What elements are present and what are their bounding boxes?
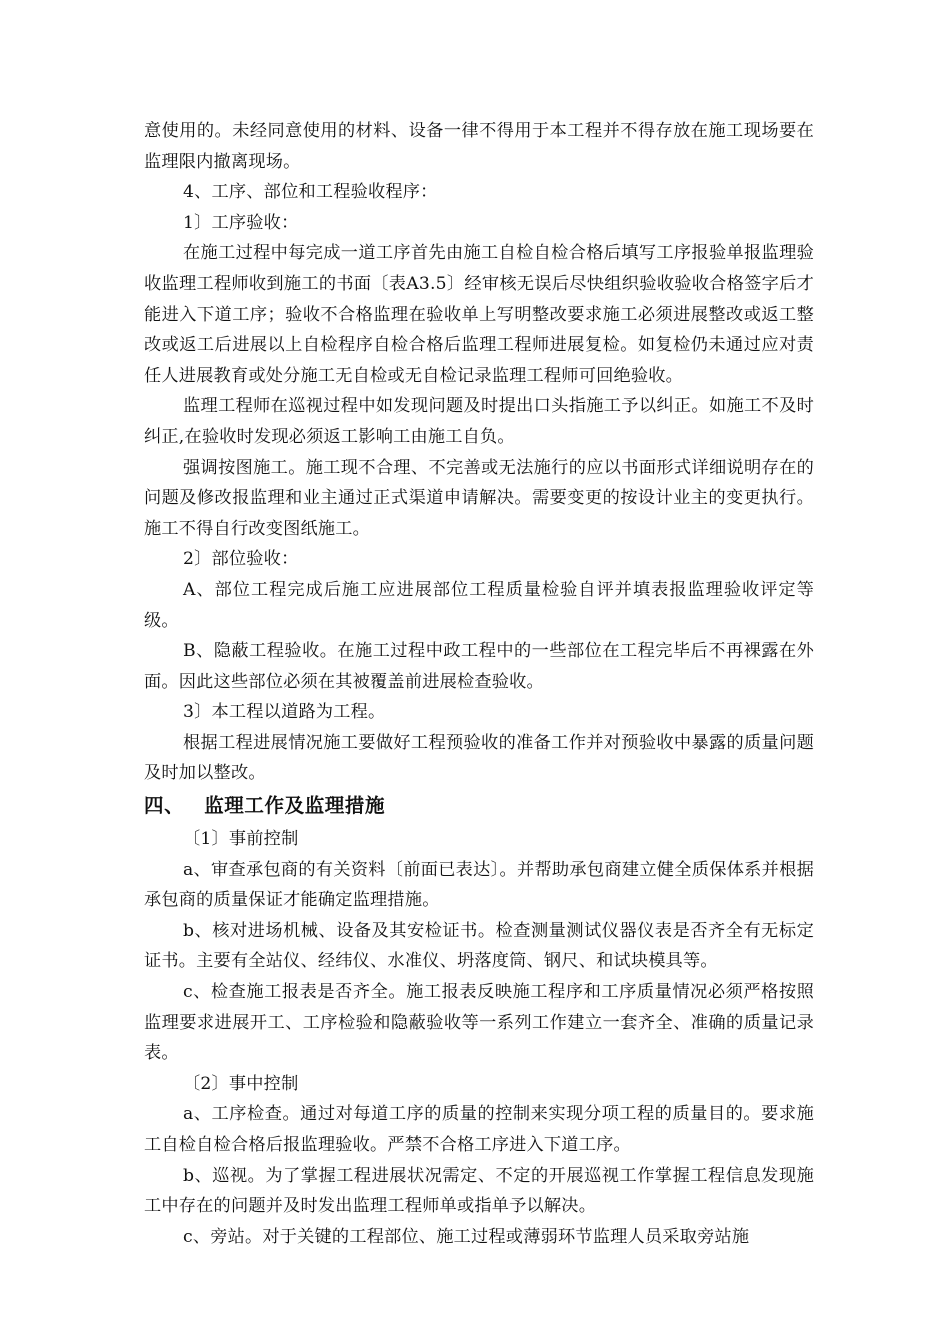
paragraph: 〔2〕事中控制 [183, 1073, 299, 1094]
supervision-measures-section [144, 824, 814, 1252]
paragraph: c、检查施工报表是否齐全。施工报表反映施工程序和工序质量情况必须严格按照监理要求进展开工、工序检验和隐蔽验收等一系列工作建立一套齐全、准确的质量记录表。 [144, 982, 814, 1064]
paragraph: a、工序检查。通过对每道工序的质量的控制来实现分项工程的质量目的。要求施工自检自检合格后报监理验收。严禁不合格工序进入下道工序。 [144, 1104, 814, 1155]
section-heading [144, 791, 814, 821]
section-title: 监理工作及监理措施 [204, 794, 386, 818]
paragraph: 〔1〕事前控制 [183, 829, 299, 850]
paragraph: b、核对进场机械、设备及其安检证书。检查测量测试仪器仪表是否齐全有无标定证书。主要有全站仪、经纬仪、水准仪、坍落度筒、钢尺、和试块模具等。 [144, 920, 814, 972]
paragraph: 在施工过程中每完成一道工序首先由施工自检自检合格后填写工序报验单报监理验收监理工程师收到施工的书面〔表A3.5〕经审核无误后尽快组织验收验收合格签字后才能进入下道工序；验收不合格监理在验收单上写明整改要求施工必须进展整改或返工整改或返工后进展以上自检程序自检合格后监理工程师进展复检。如复检仍未通过应对责任人进展教育或处分施工无自检或无自检记录监理工程师可回绝验收。 [144, 243, 814, 386]
acceptance-procedure-section [144, 116, 814, 789]
paragraph: 根据工程进展情况施工要做好工程预验收的准备工作并对预验收中暴露的质量问题及时加以整改。 [144, 732, 814, 784]
paragraph: 强调按图施工。施工现不合理、不完善或无法施行的应以书面形式详细说明存在的问题及修改报监理和业主通过正式渠道申请解决。需要变更的按设计业主的变更执行。施工不得自行改变图纸施工。 [144, 457, 814, 539]
paragraph: 1〕工序验收： [183, 212, 299, 233]
section-number: 四、 [144, 794, 185, 818]
paragraph: a、审查承包商的有关资料〔前面已表达〕。并帮助承包商建立健全质保体系并根据承包商的质量保证才能确定监理措施。 [144, 859, 814, 911]
paragraph: 意使用的。未经同意使用的材料、设备一律不得用于本工程并不得存放在施工现场要在监理限内撤离现场。 [144, 121, 814, 172]
paragraph: 2〕部位验收： [183, 549, 299, 570]
paragraph: 监理工程师在巡视过程中如发现问题及时提出口头指施工予以纠正。如施工不及时纠正,在验收时发现必须返工影响工由施工自负。 [144, 396, 814, 447]
paragraph: B、隐蔽工程验收。在施工过程中政工程中的一些部位在工程完毕后不再裸露在外面。因此这些部位必须在其被覆盖前进展检查验收。 [144, 641, 814, 692]
paragraph: b、巡视。为了掌握工程进展状况需定、不定的开展巡视工作掌握工程信息发现施工中存在的问题并及时发出监理工程师单或指单予以解决。 [144, 1165, 814, 1217]
paragraph: c、旁站。对于关键的工程部位、施工过程或薄弱环节监理人员采取旁站施 [183, 1226, 750, 1247]
document-body [144, 116, 814, 1252]
paragraph: 3〕本工程以道路为工程。 [183, 702, 386, 723]
paragraph: 4、工序、部位和工程验收程序： [183, 182, 438, 203]
paragraph: A、部位工程完成后施工应进展部位工程质量检验自评并填表报监理验收评定等级。 [144, 579, 814, 631]
